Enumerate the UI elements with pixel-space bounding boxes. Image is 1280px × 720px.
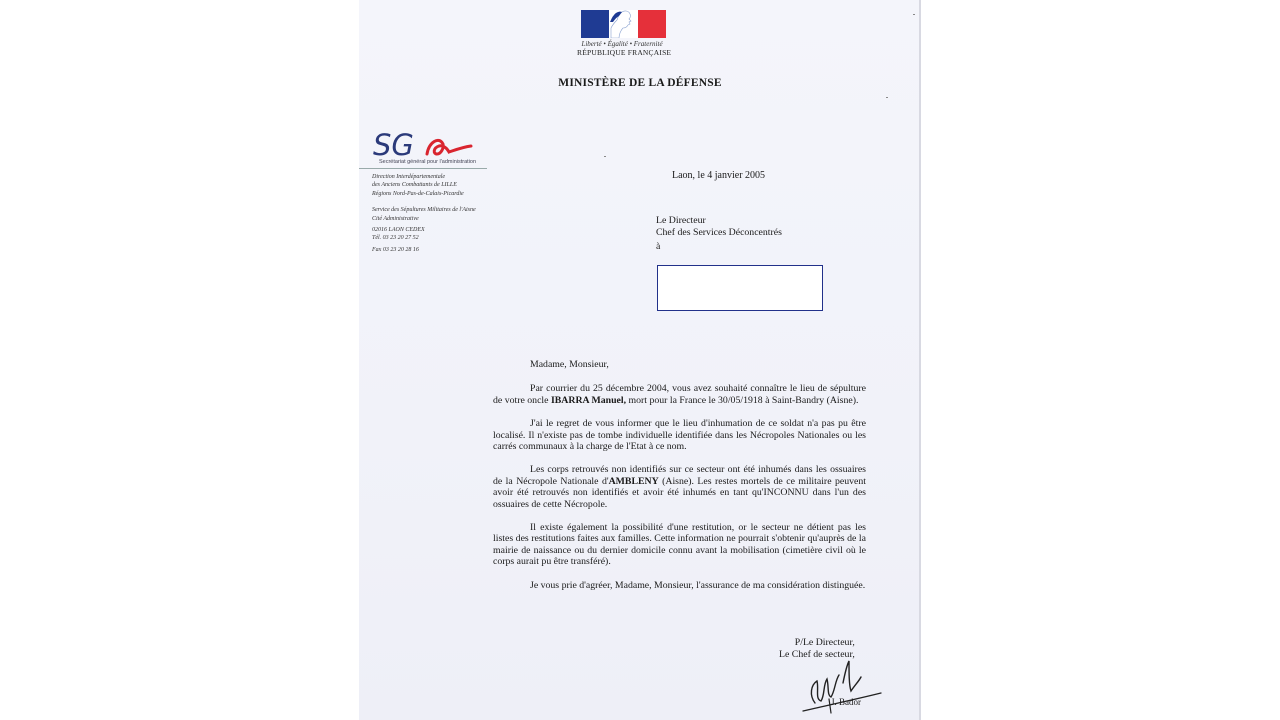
recipient-line: Chef des Services Déconcentrés <box>656 227 782 238</box>
sga-divider <box>359 168 487 169</box>
sender-line: Cité Administrative <box>372 215 419 222</box>
signature-line: Le Chef de secteur, <box>779 649 855 660</box>
marianne-profile-icon <box>609 10 639 38</box>
sga-swoosh-icon <box>425 132 473 158</box>
necropolis-name: AMBLENY <box>608 475 659 487</box>
republic-motto: Liberté • Égalité • Fraternité <box>581 40 663 48</box>
paragraph-ossuary: Les corps retrouvés non identifiés sur ce secteur ont été inhumés dans les ossuaires de la Nécropole Nationale d'AMBLENY (Aisne). Les restes mortels de ce militaire peuvent avoir été retrouvés non identifiés et avoir été inhumés en tant qu'INCONNU dans l'un des ossuaires de cette Nécropole. <box>493 464 866 510</box>
paragraph-restitution: Il existe également la possibilité d'une restitution, or le secteur ne détient pas les listes des restitutions faites aux familles. Cette information ne pourrait s'obtenir qu'auprès de la mairie de naissance ou du dernier domicile connu avant la mobilisation (cimetière civil où le corps aurait pu être transféré). <box>493 522 866 568</box>
letter-date: Laon, le 4 janvier 2005 <box>672 170 766 181</box>
page-edge <box>919 0 921 720</box>
paper-speck <box>913 14 915 15</box>
sga-subtitle: Secrétariat général pour l'administration <box>379 159 477 165</box>
deceased-name: IBARRA Manuel, <box>550 394 627 406</box>
sender-line: Service des Sépultures Militaires de l'Aisne <box>372 207 476 214</box>
sender-line: Régions Nord-Pas-de-Calais-Picardie <box>372 190 464 197</box>
sender-line: Direction Interdépartementale <box>372 174 446 180</box>
paragraph-closing: Je vous prie d'agréer, Madame, Monsieur, l'assurance de ma considération distinguée. <box>530 579 866 591</box>
signature-line: P/Le Directeur, <box>794 637 855 648</box>
sender-line: 02016 LAON CEDEX <box>372 227 425 234</box>
handwritten-signature-icon <box>799 655 884 717</box>
sender-phone: Tél. 03 23 20 27 52 <box>372 235 419 242</box>
sga-logo-mark <box>373 130 503 160</box>
sga-logo <box>373 130 503 165</box>
tricolor-flag-icon <box>581 10 666 38</box>
letter-page <box>359 0 921 720</box>
recipient-line: à <box>656 241 661 252</box>
recipient-line: Le Directeur <box>656 215 706 226</box>
republic-name: RÉPUBLIQUE FRANÇAISE <box>577 48 672 57</box>
signer-name: J. Bador <box>831 697 861 707</box>
sender-line: des Anciens Combattants de LILLE <box>372 182 457 189</box>
sender-fax: Fax 03 23 20 28 16 <box>372 246 419 253</box>
recipient-block <box>656 215 782 253</box>
paper-speck <box>886 97 888 98</box>
salutation: Madame, Monsieur, <box>530 359 609 370</box>
paper-speck <box>604 156 606 157</box>
sga-logo-text: SG <box>373 128 414 162</box>
letter-body <box>493 359 866 603</box>
paragraph-regret: J'ai le regret de vous informer que le lieu d'inhumation de ce soldat n'a pas pu être localisé. Il n'existe pas de tombe individuelle identifiée dans les Nécropoles Nationales ou les carrés communaux à la charge de l'Etat à ce nom. <box>493 418 866 453</box>
sender-address <box>372 173 522 254</box>
ministry-title: MINISTÈRE DE LA DÉFENSE <box>558 77 722 89</box>
paragraph-request: Par courrier du 25 décembre 2004, vous avez souhaité connaître le lieu de sépulture de votre oncle IBARRA Manuel, mort pour la France le 30/05/1918 à Saint-Bandry (Aisne). <box>493 383 866 406</box>
redacted-address-box <box>657 265 823 311</box>
republic-logo <box>577 10 672 57</box>
